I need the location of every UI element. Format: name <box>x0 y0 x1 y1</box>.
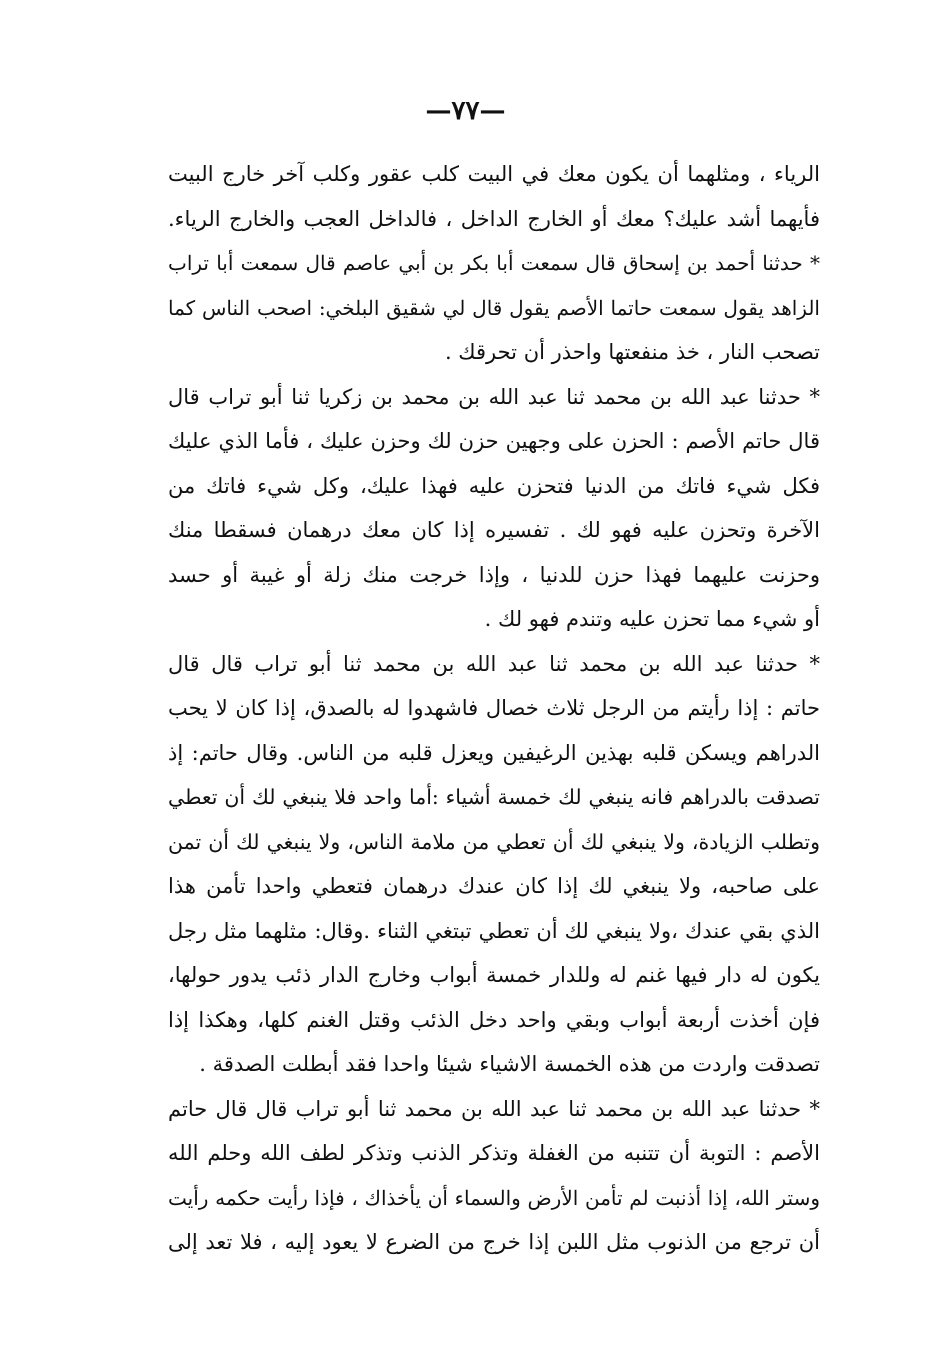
body-text <box>168 152 820 1265</box>
text-line: الرياء ، ومثلهما أن يكون معك في البيت كلب عقور وكلب آخر خارج البيت <box>168 162 820 186</box>
text-line: فكل شيء فاتك من الدنيا فتحزن عليه فهذا عليك، وكل شيء فاتك من <box>168 473 820 498</box>
text-line: قال حاتم الأصم : الحزن على وجهين حزن لك وحزن عليك ، فأما الذي عليك <box>168 429 820 453</box>
text-line: الذي بقي عندك ،ولا ينبغي لك أن تعطي تبتغي الثناء .وقال: مثلهما مثل رجل <box>168 918 820 943</box>
text-line: وتطلب الزيادة، ولا ينبغي لك أن تعطي من ملامة الناس، ولا ينبغي لك أن تمن <box>168 829 820 854</box>
text-line: * حدثنا عبد الله بن محمد ثنا عبد الله بن محمد ثنا أبو تراب قال قال حاتم <box>168 1096 820 1121</box>
text-line: وستر الله، إذا أذنبت لم تأمن الأرض والسماء أن يأخذاك ، فإذا رأيت حكمه رأيت <box>168 1185 820 1210</box>
text-line: الزاهد يقول سمعت حاتما الأصم يقول قال لي شقيق البلخي: اصحب الناس كما <box>168 295 820 320</box>
text-line: أو شيء مما تحزن عليه وتندم فهو لك . <box>484 607 820 631</box>
text-line: على صاحبه، ولا ينبغي لك إذا كان عندك درهمان فتعطي واحدا تأمن هذا <box>168 874 820 898</box>
text-line: الدراهم ويسكن قلبه بهذين الرغيفين ويعزل قلبه من الناس. وقال حاتم: إذ <box>168 740 820 765</box>
text-line: الآخرة وتحزن عليه فهو لك . تفسيره إذا كان معك درهمان فسقطا منك <box>168 518 820 542</box>
text-line: أن ترجع من الذنوب مثل اللبن إذا خرج من الضرع لا يعود إليه ، فلا تعد إلى <box>168 1230 820 1254</box>
text-line: * حدثنا عبد الله بن محمد ثنا عبد الله بن محمد بن زكريا ثنا أبو تراب قال <box>168 384 820 409</box>
text-line: فإن أخذت أربعة أبواب وبقي واحد دخل الذئب وقتل الغنم كلها، وهكذا إذا <box>168 1007 820 1032</box>
text-line: تصدقت واردت من هذه الخمسة الاشياء شيئا واحدا فقد أبطلت الصدقة . <box>199 1052 820 1076</box>
text-line: الأصم : التوبة أن تتنبه من الغفلة وتذكر الذنب وتذكر لطف الله وحلم الله <box>168 1141 820 1165</box>
text-line: * حدثنا عبد الله بن محمد ثنا عبد الله بن محمد ثنا أبو تراب قال قال <box>168 651 820 676</box>
text-line: * حدثنا أحمد بن إسحاق قال سمعت أبا بكر بن أبي عاصم قال سمعت أبا تراب <box>168 251 820 275</box>
text-line: حاتم : إذا رأيتم من الرجل ثلاث خصال فاشهدوا له بالصدق، إذا كان لا يحب <box>168 696 820 720</box>
text-line: يكون له دار فيها غنم له وللدار خمسة أبواب وخارج الدار ذئب يدور حولها، <box>168 963 820 987</box>
text-line: تصدقت بالدراهم فانه ينبغي لك خمسة أشياء :أما واحد فلا ينبغي لك أن تعطي <box>168 785 820 809</box>
text-line: تصحب النار ، خذ منفعتها واحذر أن تحرقك . <box>444 340 820 364</box>
page-number: —٧٧— <box>425 96 506 126</box>
text-line: وحزنت عليهما فهذا حزن للدنيا ، وإذا خرجت منك زلة أو غيبة أو حسد <box>168 562 820 587</box>
text-line: فأيهما أشد عليك؟ معك أو الخارج الداخل ، فالداخل العجب والخارج الرياء. <box>168 206 820 231</box>
